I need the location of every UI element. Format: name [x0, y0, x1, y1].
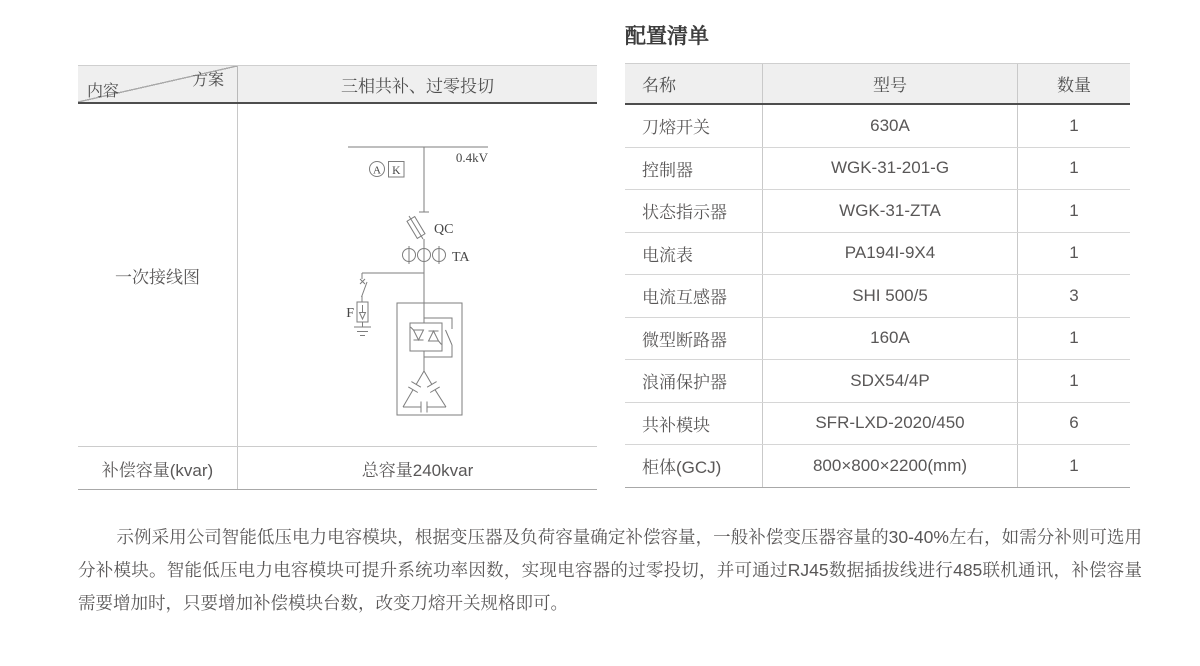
ground-icon: [354, 322, 371, 336]
arrester-label: F: [346, 306, 354, 321]
cell-qty: 1: [1069, 328, 1079, 348]
cell-model: 160A: [763, 318, 1018, 360]
wiring-diagram-cell: [238, 104, 597, 446]
cell-qty: 1: [1069, 200, 1079, 220]
table-row: [625, 403, 1130, 446]
cell-name: 刀熔开关: [625, 105, 763, 147]
wiring-diagram-row: [78, 104, 597, 447]
cell-name: 柜体(GCJ): [625, 445, 763, 487]
cell-qty: 1: [1069, 455, 1079, 475]
cell-model: 630A: [763, 105, 1018, 147]
cell-name: 微型断路器: [625, 318, 763, 360]
surge-arrester-branch: [346, 273, 424, 336]
column-header-name: 名称: [625, 64, 763, 103]
description-paragraph: 示例采用公司智能低压电力电容模块，根据变压器及负荷容量确定补偿容量，一般补偿变压器容量的30-40%左右，如需分补则可选用分补模块。智能低压电力电容模块可提升系统功率因数，实现电容器的过零投切，并可通过RJ45数据插拔线进行485联机通讯，补偿容量需要增加时，只要增加补偿模块台数，改变刀熔开关规格即可。: [78, 527, 1142, 613]
table-row: [625, 148, 1130, 191]
wiring-diagram-label: 一次接线图: [78, 104, 238, 446]
cell-name: 电流表: [625, 233, 763, 275]
current-transformer-label: TA: [452, 250, 470, 265]
config-table: [625, 63, 1130, 488]
cell-model: WGK-31-201-G: [763, 148, 1018, 190]
scheme-name-cell: 三相共补、过零投切: [341, 76, 494, 96]
thyristor-module: [410, 318, 452, 357]
table-row: [625, 275, 1130, 318]
column-header-model: 型号: [763, 64, 1018, 103]
cell-name: 状态指示器: [625, 190, 763, 232]
cell-name: 控制器: [625, 148, 763, 190]
capacity-row: [78, 447, 597, 490]
cell-qty: 1: [1069, 158, 1079, 178]
table-row: [625, 445, 1130, 488]
table-row: [625, 105, 1130, 148]
column-header-qty: 数量: [1057, 76, 1091, 95]
cell-name: 电流互感器: [625, 275, 763, 317]
config-list-title: 配置清单: [625, 25, 709, 48]
capacity-value: 总容量240kvar: [361, 460, 474, 480]
capacitor-delta: [403, 371, 446, 413]
cell-model: 800×800×2200(mm): [763, 445, 1018, 487]
cell-qty: 3: [1069, 285, 1079, 305]
capacity-label: 补偿容量(kvar): [78, 447, 238, 489]
cell-model: SFR-LXD-2020/450: [763, 403, 1018, 445]
cell-model: SDX54/4P: [763, 360, 1018, 402]
fuse-switch-symbol: [407, 212, 453, 239]
cell-model: SHI 500/5: [763, 275, 1018, 317]
switch-cross-icon: [360, 279, 365, 284]
table-row: [625, 190, 1130, 233]
cell-qty: 1: [1069, 370, 1079, 390]
config-table-header: [625, 63, 1130, 105]
cell-qty: 1: [1069, 243, 1079, 263]
cell-model: WGK-31-ZTA: [763, 190, 1018, 232]
voltage-label: 0.4kV: [455, 150, 489, 165]
cell-name: 浪涌保护器: [625, 360, 763, 402]
table-row: [625, 233, 1130, 276]
diagonal-corner-cell: [78, 66, 238, 102]
controller-icon: K: [392, 164, 401, 177]
scheme-table: [78, 65, 597, 490]
table-row: [625, 360, 1130, 403]
scheme-table-header: [78, 65, 597, 104]
meter-symbols: [370, 162, 405, 178]
fuse-switch-label: QC: [434, 222, 454, 237]
corner-label-content: 内容: [87, 83, 120, 100]
cell-qty: 1: [1069, 115, 1079, 135]
cell-model: PA194I-9X4: [763, 233, 1018, 275]
table-row: [625, 318, 1130, 361]
cell-qty: 6: [1069, 413, 1079, 433]
corner-label-scheme: 方案: [191, 72, 224, 89]
ammeter-icon: A: [373, 164, 381, 177]
current-transformer-symbol: [403, 246, 471, 265]
cell-name: 共补模块: [625, 403, 763, 445]
single-line-diagram: [340, 140, 500, 430]
